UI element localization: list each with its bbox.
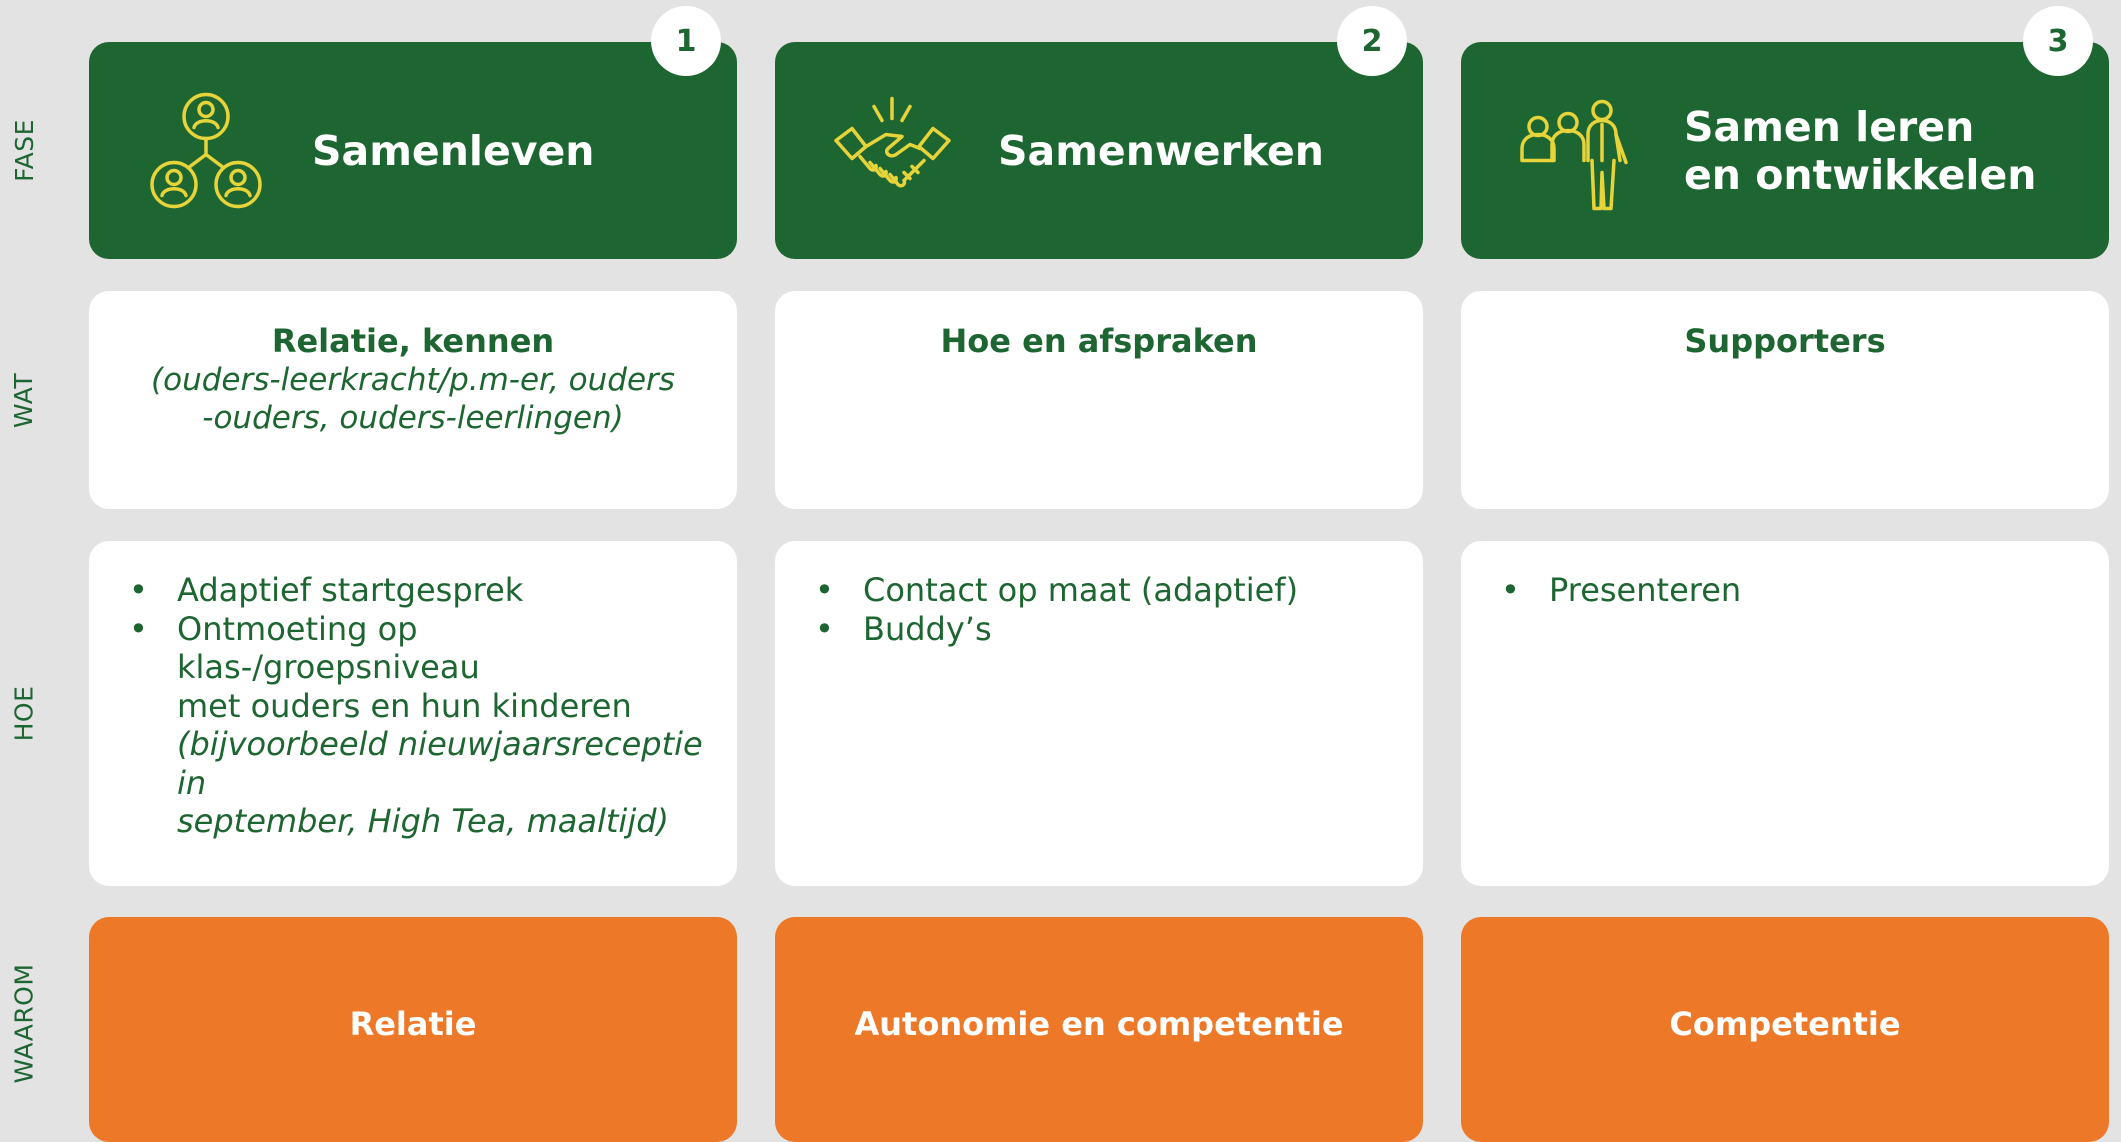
- phase-number-badge: 1: [651, 6, 721, 76]
- group-presenter-icon: [1516, 88, 1641, 213]
- phase-title: [998, 127, 1408, 175]
- bullet: •: [815, 571, 834, 609]
- list-item: [815, 610, 1393, 649]
- phase-number-badge: 3: [2023, 6, 2093, 76]
- handshake-icon: [830, 88, 955, 213]
- list-item-note: (bijvoorbeeld nieuwjaarsreceptie in: [177, 725, 703, 802]
- wat-card-1: [89, 291, 737, 509]
- wat-card-3: [1461, 291, 2109, 509]
- hoe-list: [815, 571, 1393, 648]
- hoe-card-3: [1461, 541, 2109, 886]
- wat-subtitle-line: -ouders, ouders-leerlingen): [202, 400, 624, 436]
- phase-title: [1684, 103, 2094, 199]
- fase-card-3: [1461, 23, 2109, 259]
- waarom-label: Competentie: [1669, 1005, 1901, 1043]
- phase-number-badge: 2: [1337, 6, 1407, 76]
- hoe-list: [1501, 571, 2079, 610]
- waarom-label: Relatie: [349, 1005, 477, 1043]
- row-label-hoe-text: HOE: [9, 685, 39, 742]
- hoe-card-2: [775, 541, 1423, 886]
- list-item-note: september, High Tea, maaltijd): [177, 802, 669, 840]
- list-item: [815, 571, 1393, 610]
- waarom-card-2: [775, 917, 1423, 1142]
- bullet: •: [129, 609, 148, 648]
- list-item: [129, 610, 707, 841]
- waarom-label: Autonomie en competentie: [854, 1005, 1344, 1043]
- row-label-wat-text: WAT: [9, 372, 39, 428]
- phase-title-line: Samen leren: [1684, 102, 1975, 151]
- wat-subtitle-line: (ouders-leerkracht/p.m-er, ouders: [151, 362, 675, 398]
- fase-card-1: [89, 23, 737, 259]
- list-item-text: met ouders en hun kinderen: [177, 686, 632, 725]
- wat-title: Supporters: [1684, 322, 1886, 360]
- wat-title: Hoe en afspraken: [940, 322, 1258, 360]
- hoe-list: [129, 571, 707, 841]
- row-label-wat: [0, 291, 48, 509]
- waarom-card-1: [89, 917, 737, 1142]
- list-item-text: Buddy’s: [863, 609, 992, 648]
- list-item-text: Ontmoeting op klas-/groepsniveau: [177, 609, 480, 686]
- wat-subtitle: [129, 361, 697, 437]
- phase-title-line: Samenwerken: [998, 126, 1324, 175]
- list-item-text: Adaptief startgesprek: [177, 571, 524, 609]
- list-item: [129, 571, 707, 610]
- wat-card-2: [775, 291, 1423, 509]
- row-label-fase-text: FASE: [9, 119, 39, 182]
- bullet: •: [1501, 571, 1520, 609]
- bullet: •: [129, 571, 148, 609]
- waarom-card-3: [1461, 917, 2109, 1142]
- row-label-hoe: [0, 541, 48, 886]
- bullet: •: [815, 609, 834, 648]
- list-item-text: Presenteren: [1549, 571, 1742, 609]
- phase-title: [312, 127, 722, 175]
- list-item: [1501, 571, 2079, 610]
- phase-title-line: Samenleven: [312, 126, 595, 175]
- people-network-icon: [144, 88, 269, 213]
- hoe-card-1: [89, 541, 737, 886]
- list-item-text: Contact op maat (adaptief): [863, 571, 1299, 609]
- phase-title-line: en ontwikkelen: [1684, 150, 2037, 199]
- row-label-fase: [0, 42, 48, 259]
- fase-card-2: [775, 23, 1423, 259]
- wat-title: Relatie, kennen: [271, 322, 555, 360]
- row-label-waarom: [0, 917, 48, 1129]
- row-label-waarom-text: WAAROM: [9, 963, 39, 1083]
